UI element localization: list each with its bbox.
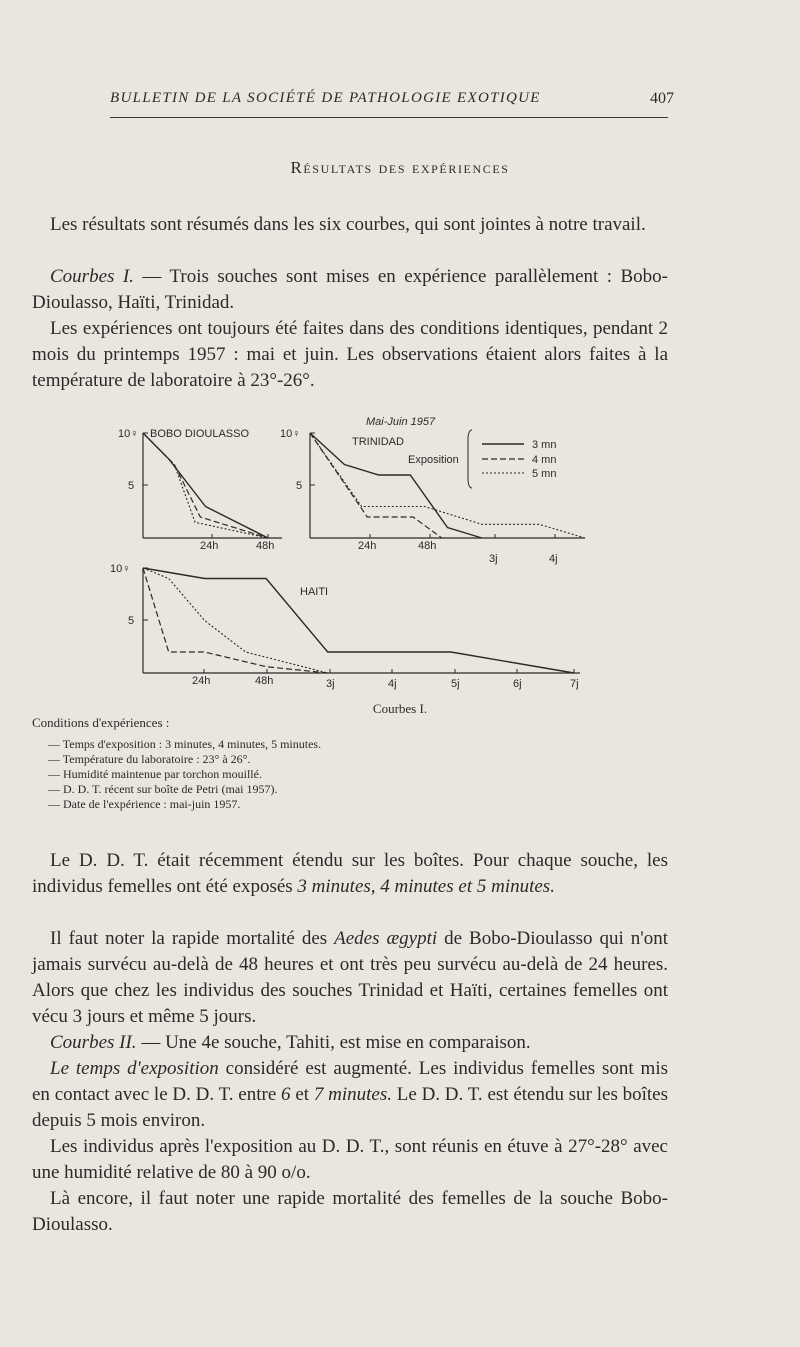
condition-item: — Température du laboratoire : 23° à 26°.	[48, 752, 251, 766]
panel-title-bobo: BOBO DIOULASSO	[150, 428, 250, 440]
paragraph-8: Les individus après l'exposition au D. D. T., sont réunis en étuve à 27°-28° avec une humidité relative de 80 à 90 o/o.	[32, 1136, 668, 1183]
conditions-title: Conditions d'expériences :	[32, 715, 170, 730]
bobo-series-5mn	[143, 433, 268, 538]
haiti-x-label-3j: 3j	[326, 678, 335, 690]
paragraph-7-b: et	[290, 1084, 314, 1105]
paragraph-1: Les résultats sont résumés dans les six courbes, qui sont jointes à notre travail.	[50, 214, 646, 235]
haiti-y-label-10: 10♀	[110, 563, 131, 575]
paragraph-7-a: considéré est augmenté. Les individus femelles sont mis en contact avec le D. D. T. entre	[32, 1058, 668, 1105]
paragraph-4-italic: 3 minutes, 4 minutes et 5 minutes.	[297, 876, 555, 897]
haiti-x-label-4j: 4j	[388, 678, 397, 690]
panel-title-haiti: HAITI	[300, 586, 329, 598]
paragraph-6	[32, 1030, 668, 1056]
paragraph-7-six: 6	[281, 1084, 291, 1105]
trinidad-x-label-24h: 24h	[358, 540, 377, 552]
bobo-x-label-24h: 24h	[200, 540, 219, 552]
bobo-y-label-5: 5	[128, 480, 135, 492]
legend	[408, 430, 556, 488]
paragraph-2	[32, 264, 668, 316]
trinidad-y-label-10: 10♀	[280, 428, 301, 440]
condition-item: — D. D. T. récent sur boîte de Petri (mai 1957).	[48, 782, 278, 796]
paragraph-5	[32, 926, 668, 1030]
haiti-y-label-5: 5	[128, 615, 135, 627]
haiti-series-4mn	[143, 568, 328, 673]
mortality-chart	[100, 400, 600, 700]
paragraph-7-c: Le D. D. T. est étendu sur les boîtes depuis 5 mois environ.	[32, 1084, 669, 1131]
running-title: BULLETIN DE LA SOCIÉTÉ DE PATHOLOGIE EXOTIQUE	[110, 90, 541, 106]
trinidad-series-3mn	[310, 433, 482, 538]
paragraph-2-text: — Trois souches sont mises en expérience parallèlement : Bobo-Dioulasso, Haïti, Trinidad.	[32, 266, 668, 313]
figure-caption: Courbes I.	[372, 701, 428, 716]
panel-title-trinidad: TRINIDAD	[352, 436, 404, 448]
haiti-x-label-6j: 6j	[513, 678, 522, 690]
trinidad-series-4mn	[310, 433, 442, 538]
paragraph-6-text: — Une 4e souche, Tahiti, est mise en comparaison.	[136, 1032, 531, 1053]
haiti-series-5mn	[143, 568, 328, 673]
courbes-i-label: Courbes I.	[50, 266, 134, 287]
paragraph-7-italic: Le temps d'exposition	[50, 1058, 219, 1079]
haiti-x-label-5j: 5j	[451, 678, 460, 690]
paragraph-4-text: Le D. D. T. était récemment étendu sur les boîtes. Pour chaque souche, les individus femelles ont été exposés	[32, 850, 668, 897]
legend-label-3mn: 3 mn	[532, 439, 557, 451]
trinidad-y-label-5: 5	[296, 480, 303, 492]
haiti-x-label-24h: 24h	[192, 675, 211, 687]
condition-item: — Temps d'exposition : 3 minutes, 4 minutes, 5 minutes.	[48, 737, 322, 751]
trinidad-x-label-48h: 48h	[418, 540, 437, 552]
bobo-y-label-10: 10♀	[118, 428, 139, 440]
panel-haiti	[110, 563, 580, 690]
species-name: Aedes ægypti	[334, 928, 438, 949]
condition-item: — Humidité maintenue par torchon mouillé.	[48, 767, 262, 781]
conditions-list	[48, 737, 321, 812]
header-rule	[110, 117, 668, 118]
haiti-x-label-7j: 7j	[570, 678, 579, 690]
paragraph-5-b: de Bobo-Dioulasso qui n'ont jamais survécu au-delà de 48 heures et ont très peu survécu au-delà de 24 heures. Alors que chez les individus des souches Trinidad et Haïti, certaines femelles ont vécu 3 jours et même 5 jours.	[32, 928, 668, 1027]
period-label: Mai-Juin 1957	[366, 416, 436, 428]
haiti-x-label-48h: 48h	[255, 675, 274, 687]
bobo-series-3mn	[143, 433, 268, 538]
section-title: Résultats des expériences	[290, 158, 510, 177]
paragraph-4	[32, 848, 668, 900]
legend-label-5mn: 5 mn	[532, 468, 557, 480]
paragraph-3: Les expériences ont toujours été faites dans des conditions identiques, pendant 2 mois du printemps 1957 : mai et juin. Les observations étaient alors faites à la température de laboratoire à 23°-26°.	[32, 318, 668, 391]
bobo-x-label-48h: 48h	[256, 540, 275, 552]
haiti-series-3mn	[143, 568, 574, 673]
condition-item: — Date de l'expérience : mai-juin 1957.	[48, 797, 241, 811]
legend-title: Exposition	[408, 454, 459, 466]
page-number: 407	[650, 90, 674, 107]
paragraph-5-a: Il faut noter la rapide mortalité des	[50, 928, 335, 949]
paragraph-9: Là encore, il faut noter une rapide mortalité des femelles de la souche Bobo-Dioulasso.	[32, 1188, 668, 1235]
courbes-ii-label: Courbes II.	[50, 1032, 137, 1053]
bobo-series-4mn	[143, 433, 268, 538]
trinidad-x-label-4j: 4j	[549, 553, 558, 565]
trinidad-x-label-3j: 3j	[489, 553, 498, 565]
panel-bobo-dioulasso	[118, 428, 282, 552]
paragraph-7-seven: 7 minutes.	[313, 1084, 392, 1105]
legend-label-4mn: 4 mn	[532, 454, 557, 466]
paragraph-7	[32, 1056, 668, 1134]
panel-trinidad	[280, 416, 585, 565]
legend-brace	[468, 430, 472, 488]
